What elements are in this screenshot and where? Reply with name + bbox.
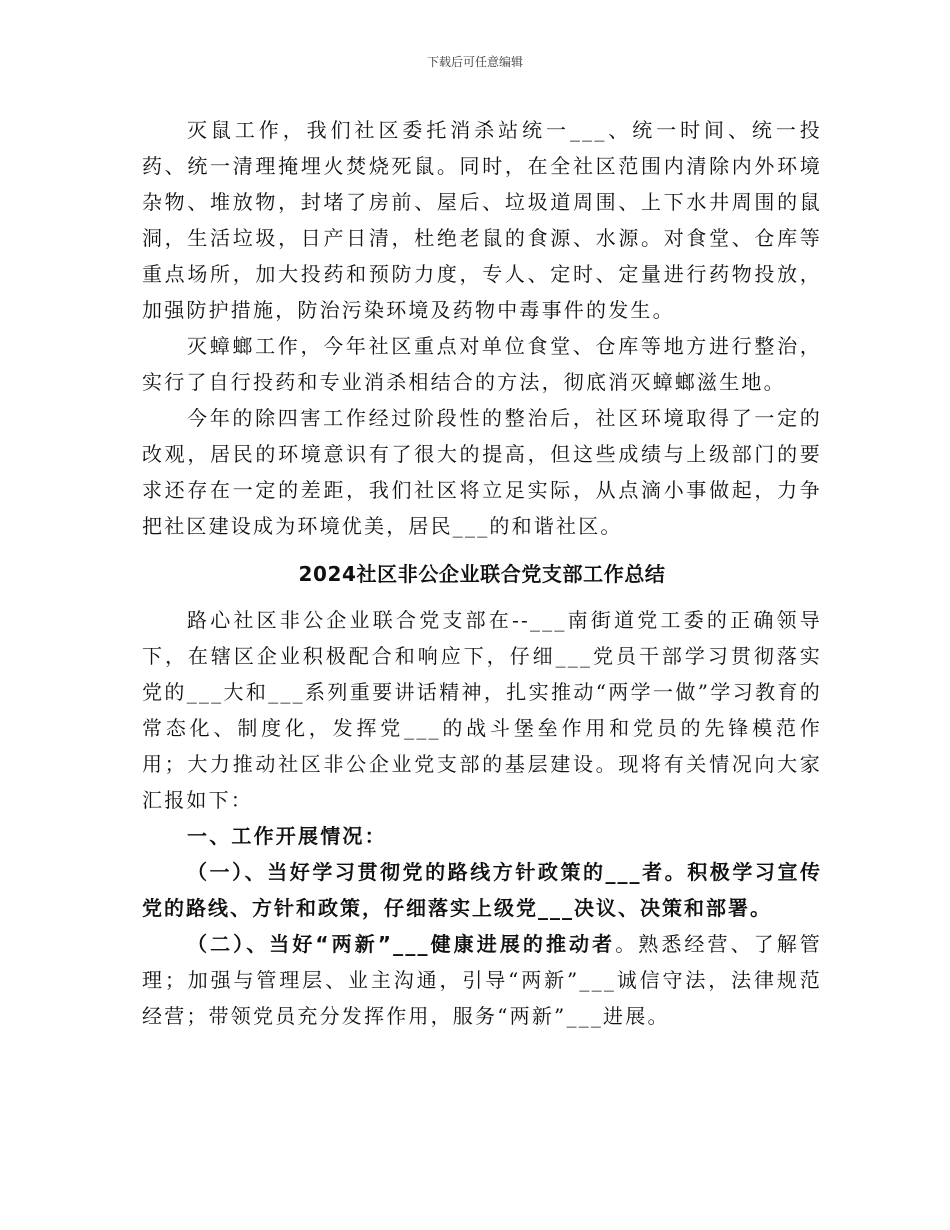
document-title: 2024社区非公企业联合党支部工作总结	[298, 562, 666, 586]
section-heading-work-status: 一、工作开展情况：	[187, 824, 387, 848]
paragraph-cockroach-control: 灭蟑螂工作，今年社区重点对单位食堂、仓库等地方进行整治，实行了自行投药和专业消杀相结合的方法，彻底消灭蟑螂滋生地。	[142, 334, 822, 394]
item-two-body: 。熟悉经营、了解管理；加强与管理层、业主沟通，引导“两新”___诚信守法，法律规范经营；带领党员充分发挥作用，服务“两新”___进展。	[142, 932, 822, 1028]
page-header: 下载后可任意编辑	[426, 55, 523, 69]
paragraph-intro: 路心社区非公企业联合党支部在--___南街道党工委的正确领导下，在辖区企业积极配合和响应下，仔细___党员干部学习贯彻落实党的___大和___系列重要讲话精神，扎实推动“两学一做”学习教育的常态化、制度化，发挥党___的战斗堡垒作用和党员的先锋模范作用；大力推动社区非公企业党支部的基层建设。现将有关情况向大家汇报如下：	[142, 608, 822, 812]
document-body	[142, 112, 822, 1034]
paragraph-rodent-control: 灭鼠工作，我们社区委托消杀站统一___、统一时间、统一投药、统一清理掩埋火焚烧死鼠。同时，在全社区范围内清除内外环境杂物、堆放物，封堵了房前、屋后、垃圾道周围、上下水井周围的鼠洞，生活垃圾，日产日清，杜绝老鼠的食源、水源。对食堂、仓库等重点场所，加大投药和预防力度，专人、定时、定量进行药物投放，加强防护措施，防治污染环境及药物中毒事件的发生。	[142, 118, 822, 322]
item-one: （一）、当好学习贯彻党的路线方针政策的___者。积极学习宣传党的路线、方针和政策，仔细落实上级党___决议、决策和部署。	[142, 860, 822, 920]
item-two-lead: （二）、当好“两新”___健康进展的推动者	[187, 932, 616, 956]
paragraph-summary: 今年的除四害工作经过阶段性的整治后，社区环境取得了一定的改观，居民的环境意识有了很大的提高，但这些成绩与上级部门的要求还存在一定的差距，我们社区将立足实际，从点滴小事做起，力争把社区建设成为环境优美，居民___的和谐社区。	[142, 406, 822, 538]
item-two	[142, 926, 822, 1034]
